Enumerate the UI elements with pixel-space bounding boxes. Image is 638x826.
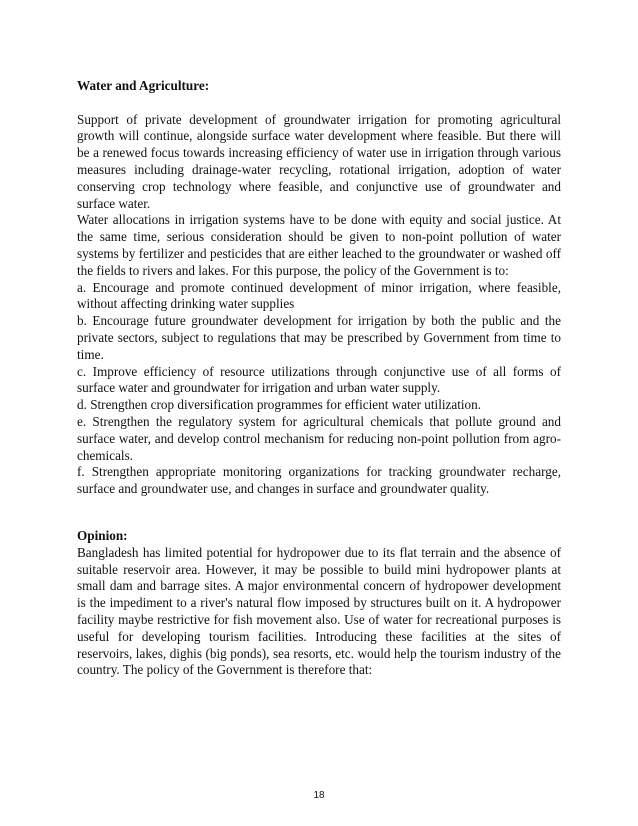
policy-item-d: d. Strengthen crop diversification programmes for efficient water utilization. xyxy=(77,397,482,413)
policy-item-f: f. Strengthen appropriate monitoring organizations for tracking groundwater recharge, surface and groundwater use, and changes in surface and groundwater quality. xyxy=(77,464,561,497)
paragraph-opinion: Bangladesh has limited potential for hydropower due to its flat terrain and the absence of suitable reservoir area. However, it may be possible to build mini hydropower plants at small dam and barrage sites. A major environmental concern of hydropower development is the impediment to a river's natural flow imposed by structures built on it. A hydropower facility maybe restrictive for fish movement also. Use of water for recreational purposes is useful for developing tourism facilities. Introducing these facilities at the sites of reservoirs, lakes, dighis (big ponds), sea resorts, etc. would help the tourism industry of the country. The policy of the Government is therefore that: xyxy=(77,544,561,678)
policy-item-b: b. Encourage future groundwater development for irrigation by both the public and the private sectors, subject to regulations that may be prescribed by Government from time to time. xyxy=(77,313,561,362)
paragraph-support: Support of private development of groundwater irrigation for promoting agricultural growth will continue, alongside surface water development where feasible. But there will be a renewed focus towards increasing efficiency of water use in irrigation through various measures including drainage-water recycling, rotational irrigation, adoption of water conserving crop technology where feasible, and conjunctive use of groundwater and surface water. xyxy=(77,111,561,211)
policy-item-e: e. Strengthen the regulatory system for agricultural chemicals that pollute ground and surface water, and develop control mechanism for reducing non-point pollution from agro-chemicals. xyxy=(77,413,561,463)
policy-item-c: c. Improve efficiency of resource utilizations through conjunctive use of all forms of surface water and groundwater for irrigation and urban water supply. xyxy=(77,363,561,396)
section-heading-water-agriculture: Water and Agriculture: xyxy=(77,78,210,93)
page-number: 18 xyxy=(313,790,325,801)
paragraph-water-allocations: Water allocations in irrigation systems have to be done with equity and social justice. At the same time, serious consideration should be given to non-point pollution of water systems by fertilizer and pesticides that are either leached to the groundwater or washed off the fields to rivers and lakes. For this purpose, the policy of the Government is to: xyxy=(77,212,561,278)
spacer xyxy=(77,95,561,112)
section-heading-opinion: Opinion: xyxy=(77,527,128,543)
document-body xyxy=(77,78,561,679)
spacer xyxy=(77,498,561,528)
policy-item-a: a. Encourage and promote continued development of minor irrigation, where feasible, without affecting drinking water supplies xyxy=(77,279,561,312)
